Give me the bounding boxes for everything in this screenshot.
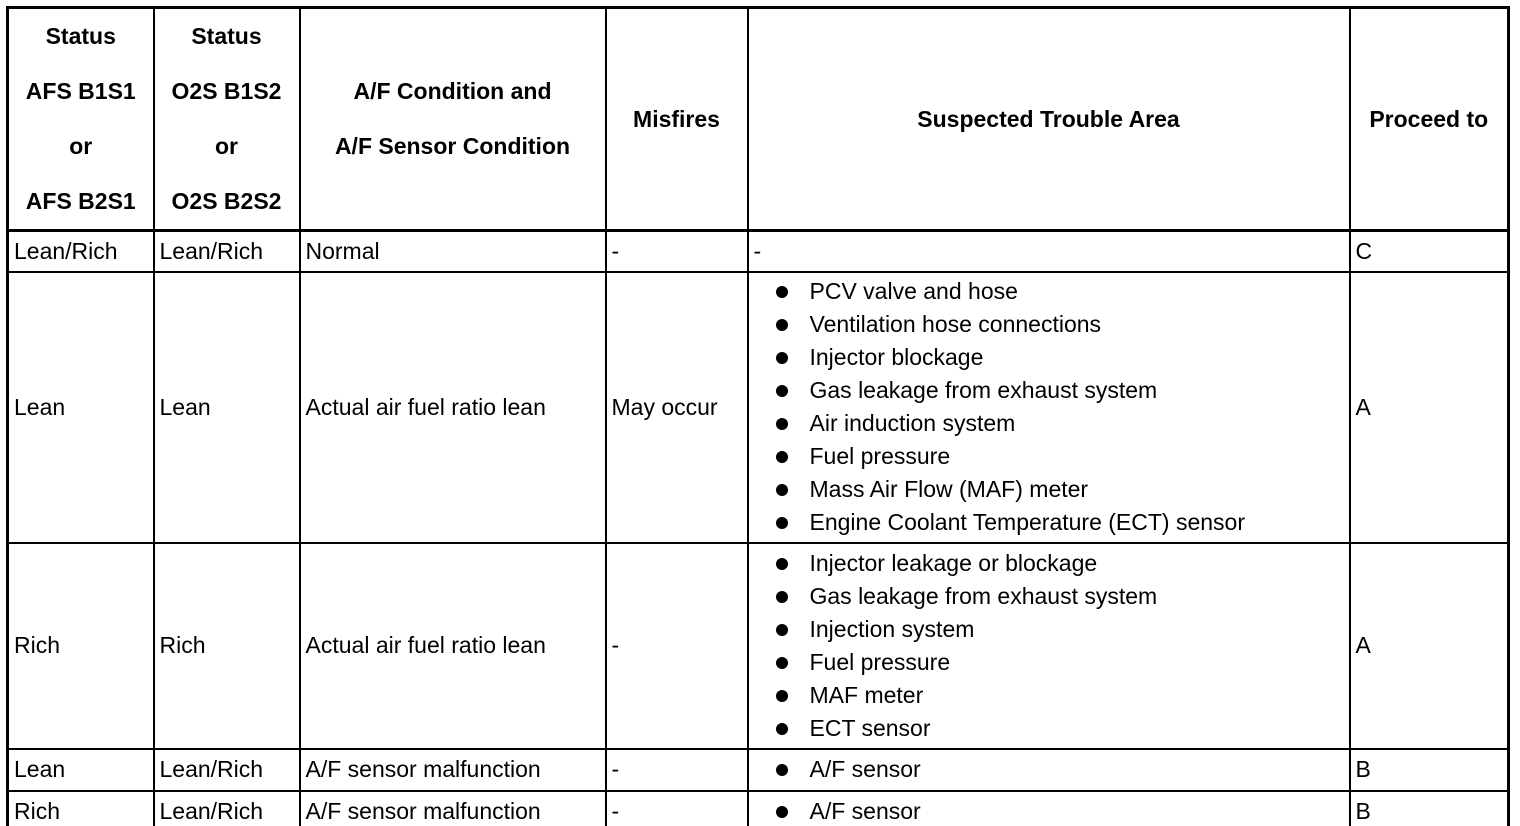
header-afs-line-1: Status — [45, 23, 116, 49]
cell-afs: Lean/Rich — [8, 231, 154, 272]
bullet-icon — [776, 319, 788, 331]
cell-proceed: A — [1350, 272, 1509, 543]
list-item-label: Ventilation hose connections — [809, 311, 1102, 337]
list-item-label: A/F sensor — [809, 756, 921, 782]
list-item — [772, 473, 1349, 506]
header-misfires: Misfires — [606, 8, 748, 231]
cell-trouble-area — [748, 791, 1350, 826]
list-item — [772, 275, 1349, 308]
header-o2s-status — [154, 8, 300, 231]
cell-proceed: B — [1350, 749, 1509, 791]
bullet-icon — [776, 352, 788, 364]
cell-proceed: C — [1350, 231, 1509, 272]
diagnostic-table — [6, 6, 1510, 826]
list-item — [772, 547, 1349, 580]
cell-misfires: May occur — [606, 272, 748, 543]
cell-condition: Actual air fuel ratio lean — [300, 543, 606, 749]
list-item — [772, 679, 1349, 712]
cell-condition: Normal — [300, 231, 606, 272]
cell-o2s: Rich — [154, 543, 300, 749]
list-item-label: Injector leakage or blockage — [809, 549, 1098, 576]
header-afs-line-3: or — [69, 133, 93, 159]
cell-afs: Lean — [8, 749, 154, 791]
list-item-label: Air induction system — [809, 410, 1016, 436]
list-item-label: A/F sensor — [809, 797, 921, 824]
list-item — [772, 308, 1349, 341]
cell-o2s: Lean/Rich — [154, 791, 300, 826]
header-row — [8, 8, 1509, 231]
bullet-icon — [776, 558, 788, 570]
header-af-condition — [300, 8, 606, 231]
bullet-icon — [776, 451, 788, 463]
cell-o2s: Lean/Rich — [154, 231, 300, 272]
list-item-label: PCV valve and hose — [809, 278, 1018, 304]
bullet-icon — [776, 764, 788, 776]
header-af-line-1: A/F Condition and — [353, 78, 552, 104]
cell-trouble-area — [748, 272, 1350, 543]
header-afs-status — [8, 8, 154, 231]
cell-misfires: - — [606, 543, 748, 749]
bullet-icon — [776, 806, 788, 818]
header-o2s-line-2: O2S B1S2 — [171, 78, 282, 104]
cell-proceed: B — [1350, 791, 1509, 826]
header-afs-line-2: AFS B1S1 — [25, 78, 136, 104]
cell-trouble-area — [748, 543, 1350, 749]
bullet-icon — [776, 484, 788, 496]
cell-condition: A/F sensor malfunction — [300, 791, 606, 826]
list-item — [772, 341, 1349, 374]
list-item — [772, 506, 1349, 539]
cell-afs: Lean — [8, 272, 154, 543]
bullet-icon — [776, 286, 788, 298]
bullet-icon — [776, 418, 788, 430]
table-row — [8, 791, 1509, 826]
cell-misfires: - — [606, 791, 748, 826]
cell-o2s: Lean — [154, 272, 300, 543]
bullet-icon — [776, 657, 788, 669]
list-item-label: Gas leakage from exhaust system — [809, 582, 1158, 609]
cell-proceed: A — [1350, 543, 1509, 749]
list-item — [772, 407, 1349, 440]
bullet-icon — [776, 624, 788, 636]
table-row — [8, 749, 1509, 791]
list-item — [772, 712, 1349, 745]
list-item-label: ECT sensor — [809, 714, 931, 741]
cell-afs: Rich — [8, 791, 154, 826]
table-row — [8, 272, 1509, 543]
trouble-list — [754, 547, 1349, 745]
header-afs-line-4: AFS B2S1 — [25, 188, 136, 214]
list-item — [772, 795, 1349, 826]
bullet-icon — [776, 591, 788, 603]
list-item — [772, 440, 1349, 473]
cell-afs: Rich — [8, 543, 154, 749]
bullet-icon — [776, 385, 788, 397]
header-af-line-2: A/F Sensor Condition — [334, 133, 571, 159]
bullet-icon — [776, 690, 788, 702]
list-item — [772, 646, 1349, 679]
header-o2s-line-3: or — [215, 133, 238, 159]
trouble-list — [754, 275, 1349, 539]
list-item — [772, 613, 1349, 646]
list-item-label: MAF meter — [809, 681, 924, 708]
list-item-label: Fuel pressure — [809, 648, 951, 675]
bullet-icon — [776, 517, 788, 529]
list-item-label: Mass Air Flow (MAF) meter — [809, 476, 1089, 502]
cell-misfires: - — [606, 231, 748, 272]
bullet-icon — [776, 723, 788, 735]
list-item-label: Injector blockage — [809, 344, 984, 370]
trouble-list — [754, 795, 1349, 826]
list-item — [772, 753, 1349, 786]
list-item-label: Fuel pressure — [809, 443, 951, 469]
list-item-label: Injection system — [809, 615, 975, 642]
trouble-list — [754, 753, 1349, 786]
header-o2s-line-4: O2S B2S2 — [171, 188, 282, 214]
header-suspected-trouble-area: Suspected Trouble Area — [748, 8, 1350, 231]
cell-trouble-area — [748, 749, 1350, 791]
cell-condition: A/F sensor malfunction — [300, 749, 606, 791]
header-o2s-line-1: Status — [191, 23, 262, 49]
list-item-label: Gas leakage from exhaust system — [809, 377, 1158, 403]
cell-condition: Actual air fuel ratio lean — [300, 272, 606, 543]
header-proceed-to: Proceed to — [1350, 8, 1509, 231]
list-item — [772, 580, 1349, 613]
list-item — [772, 374, 1349, 407]
table-row — [8, 231, 1509, 272]
table-row — [8, 543, 1509, 749]
cell-trouble-area: - — [748, 231, 1350, 272]
list-item-label: Engine Coolant Temperature (ECT) sensor — [809, 509, 1246, 535]
cell-o2s: Lean/Rich — [154, 749, 300, 791]
cell-misfires: - — [606, 749, 748, 791]
